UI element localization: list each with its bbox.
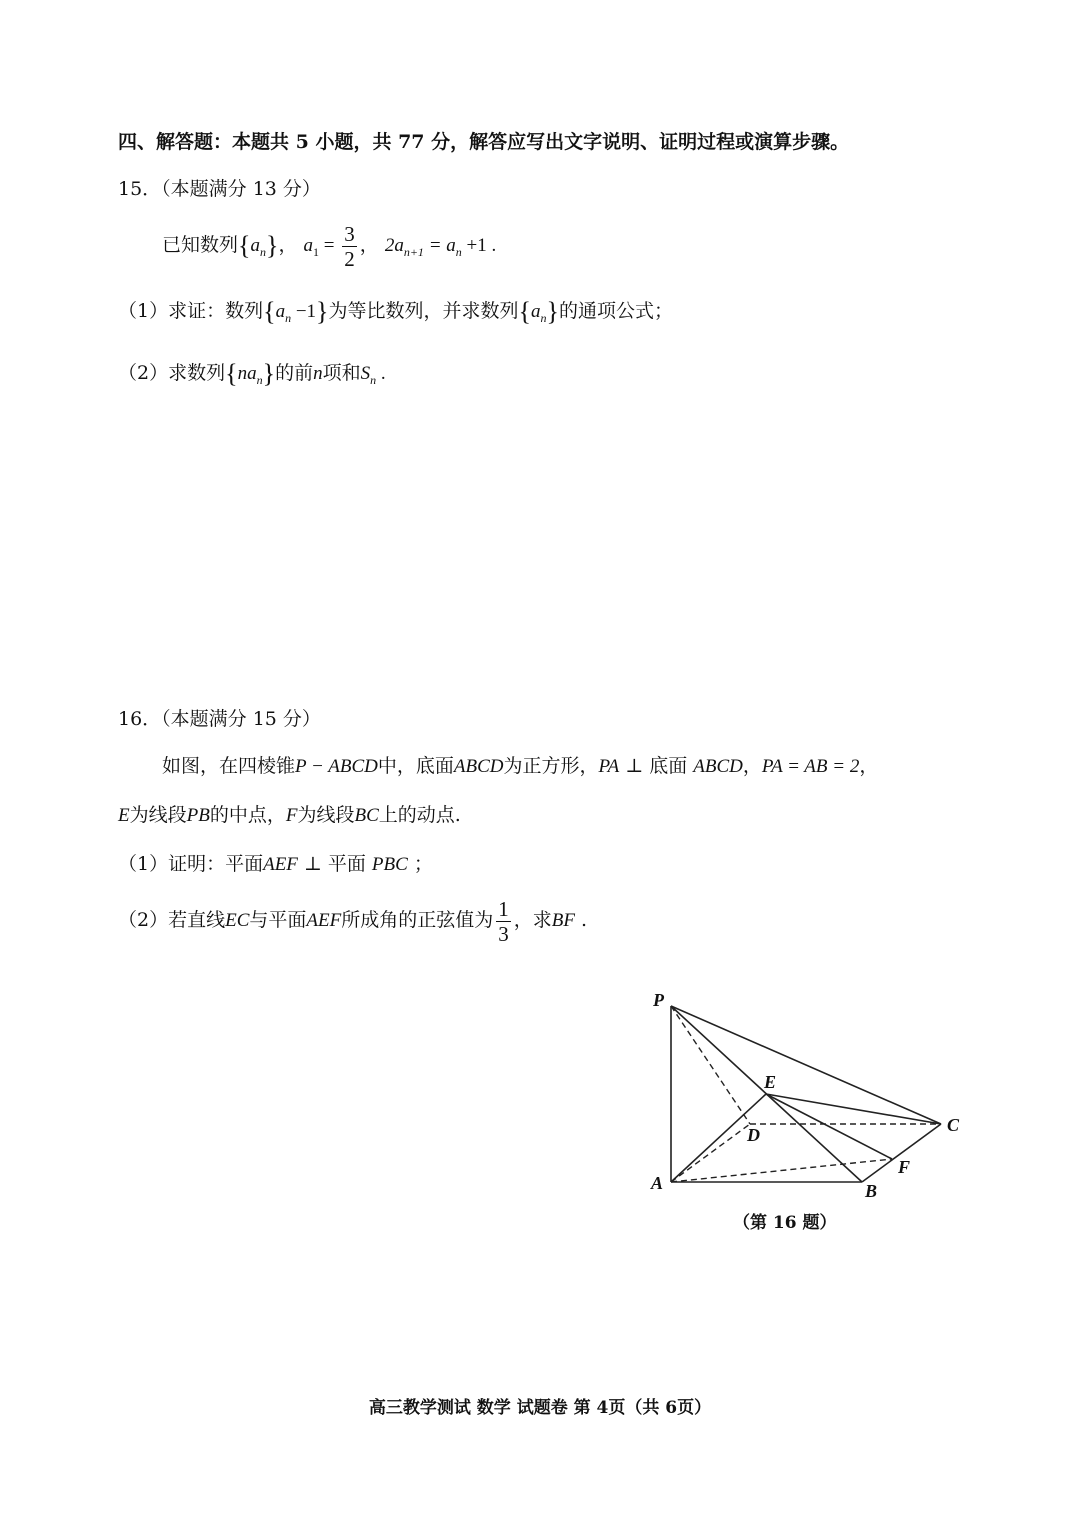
q15-part1 bbox=[118, 296, 673, 333]
q15-part1-inner: a bbox=[275, 301, 286, 322]
label-E: E bbox=[764, 1072, 777, 1092]
q16-l1-e: 为正方形， bbox=[503, 755, 599, 777]
q15-part2-n: n bbox=[313, 363, 323, 384]
q15-seq-index: n bbox=[260, 245, 266, 259]
q15-part2-end: . bbox=[376, 363, 386, 384]
q16-l2-g: BC bbox=[354, 805, 379, 826]
q16-l2-f: 为线段 bbox=[297, 804, 355, 826]
q16-l1-f: PA bbox=[598, 756, 620, 777]
q16-p2-h: . bbox=[574, 909, 588, 931]
q15-recur-tail: +1 . bbox=[461, 235, 497, 256]
q16-p2-g: BF bbox=[551, 910, 575, 931]
q16-p2-e: 所成角的正弦值为 bbox=[341, 909, 494, 931]
q15-part1-inner-index: n bbox=[285, 311, 292, 325]
brace-right-icon: } bbox=[546, 297, 560, 326]
brace-left-icon: { bbox=[518, 297, 532, 326]
label-P: P bbox=[653, 990, 664, 1010]
label-F: F bbox=[898, 1157, 911, 1177]
q15-part1-seq-index: n bbox=[540, 311, 547, 325]
q15-part1-suffix: 的通项公式； bbox=[559, 300, 674, 322]
q15-recur-index: n+1 bbox=[403, 245, 424, 259]
q16-p1-e: ； bbox=[407, 853, 433, 875]
q16-p2-f: ，求 bbox=[513, 909, 552, 931]
section-heading: 四、解答题：本题共 5 小题，共 77 分，解答应写出文字说明、证明过程或演算步骤。 bbox=[118, 131, 850, 153]
brace-left-icon: { bbox=[263, 297, 276, 326]
hidden-edge-AD bbox=[671, 1124, 750, 1182]
q16-part2 bbox=[118, 893, 587, 948]
q16-l1-k: ， bbox=[859, 755, 879, 777]
brace-right-icon: } bbox=[262, 359, 276, 388]
edge-PC bbox=[671, 1006, 941, 1124]
q16-line1 bbox=[162, 754, 878, 779]
q15-recur-mid-index: n bbox=[455, 245, 462, 259]
q16-l1-b: P − ABCD bbox=[295, 756, 378, 777]
q15-part1-seq: a bbox=[531, 301, 541, 322]
q16-p1-b: AEF bbox=[263, 854, 298, 875]
q16-l2-a: E bbox=[118, 805, 130, 826]
q15-recur-lhs: 2a bbox=[384, 235, 404, 256]
q16-frac-den: 3 bbox=[498, 921, 509, 946]
q16-p1-c: ⊥ 平面 bbox=[297, 853, 372, 875]
q15-part2-inner: na bbox=[237, 363, 257, 384]
q15-sep1: ， bbox=[278, 234, 298, 256]
q15-part2-mid2: 项和 bbox=[322, 362, 361, 384]
label-B: B bbox=[865, 1181, 878, 1201]
q15-part1-prefix: （1）求证：数列 bbox=[118, 300, 264, 322]
q16-l1-j: PA = AB = 2 bbox=[761, 756, 860, 777]
q16-l1-a: 如图，在四棱锥 bbox=[162, 755, 296, 777]
brace-right-icon: } bbox=[316, 297, 329, 326]
label-A: A bbox=[651, 1173, 664, 1193]
q16-p2-d: AEF bbox=[306, 910, 342, 931]
q16-l1-h: ABCD bbox=[693, 756, 743, 777]
q16-l1-c: 中，底面 bbox=[377, 755, 454, 777]
q16-l2-d: 的中点， bbox=[209, 804, 286, 826]
q16-p2-c: 与平面 bbox=[249, 909, 307, 931]
q15-stem bbox=[162, 220, 496, 277]
q16-line2 bbox=[118, 803, 461, 828]
brace-right-icon: } bbox=[266, 231, 279, 260]
brace-left-icon: { bbox=[238, 231, 251, 260]
q16-p2-b: EC bbox=[225, 910, 250, 931]
q16-l1-d: ABCD bbox=[453, 756, 504, 777]
segment-EC bbox=[766, 1094, 941, 1124]
q15-stem-prefix: 已知数列 bbox=[162, 234, 239, 256]
q16-l1-g: ⊥ 底面 bbox=[619, 755, 694, 777]
q16-part1 bbox=[118, 852, 433, 877]
q15-a1: a bbox=[303, 235, 314, 256]
q15-a1-index: 1 bbox=[313, 245, 320, 259]
q15-eq: = bbox=[319, 235, 340, 256]
q15-frac-den: 2 bbox=[344, 246, 355, 271]
q15-part2-S-index: n bbox=[370, 373, 377, 387]
q15-part2 bbox=[118, 358, 386, 395]
q16-header: 16．（本题满分 15 分） bbox=[118, 708, 321, 730]
q15-frac-num: 3 bbox=[344, 221, 355, 246]
q15-part1-mid: 为等比数列，并求数列 bbox=[328, 300, 519, 322]
q15-recur-mid: = a bbox=[423, 235, 456, 256]
q15-part2-prefix: （2）求数列 bbox=[118, 362, 226, 384]
q16-p1-d: PBC bbox=[371, 854, 408, 875]
page-footer: 高三教学测试 数学 试题卷 第 4页（共 6页） bbox=[368, 1398, 712, 1418]
q15-part2-inner-index: n bbox=[256, 373, 263, 387]
pyramid-figure bbox=[640, 985, 980, 1205]
q16-l2-c: PB bbox=[186, 805, 210, 826]
segment-EF bbox=[766, 1094, 892, 1159]
q16-p1-a: （1）证明：平面 bbox=[118, 853, 264, 875]
label-D: D bbox=[747, 1125, 760, 1145]
q16-l2-e: F bbox=[285, 805, 298, 826]
pyramid-diagram bbox=[640, 985, 980, 1205]
brace-left-icon: { bbox=[225, 359, 238, 388]
q16-l2-b: 为线段 bbox=[129, 804, 187, 826]
q16-fraction bbox=[496, 897, 511, 946]
q16-p2-a: （2）若直线 bbox=[118, 909, 226, 931]
q16-l2-h: 上的动点. bbox=[378, 804, 461, 826]
figure-caption: （第 16 题） bbox=[733, 1213, 837, 1233]
q15-sep2: ， bbox=[359, 234, 379, 256]
q16-l1-i: ， bbox=[742, 755, 762, 777]
q15-fraction bbox=[342, 222, 357, 271]
q15-seq: a bbox=[250, 235, 260, 256]
q15-header: 15．（本题满分 13 分） bbox=[118, 178, 321, 200]
label-C: C bbox=[947, 1115, 960, 1135]
q16-frac-num: 1 bbox=[498, 896, 509, 921]
q15-part2-S: S bbox=[360, 363, 371, 384]
q15-part1-inner-tail: −1 bbox=[291, 301, 317, 322]
q15-part2-mid1: 的前 bbox=[275, 362, 314, 384]
